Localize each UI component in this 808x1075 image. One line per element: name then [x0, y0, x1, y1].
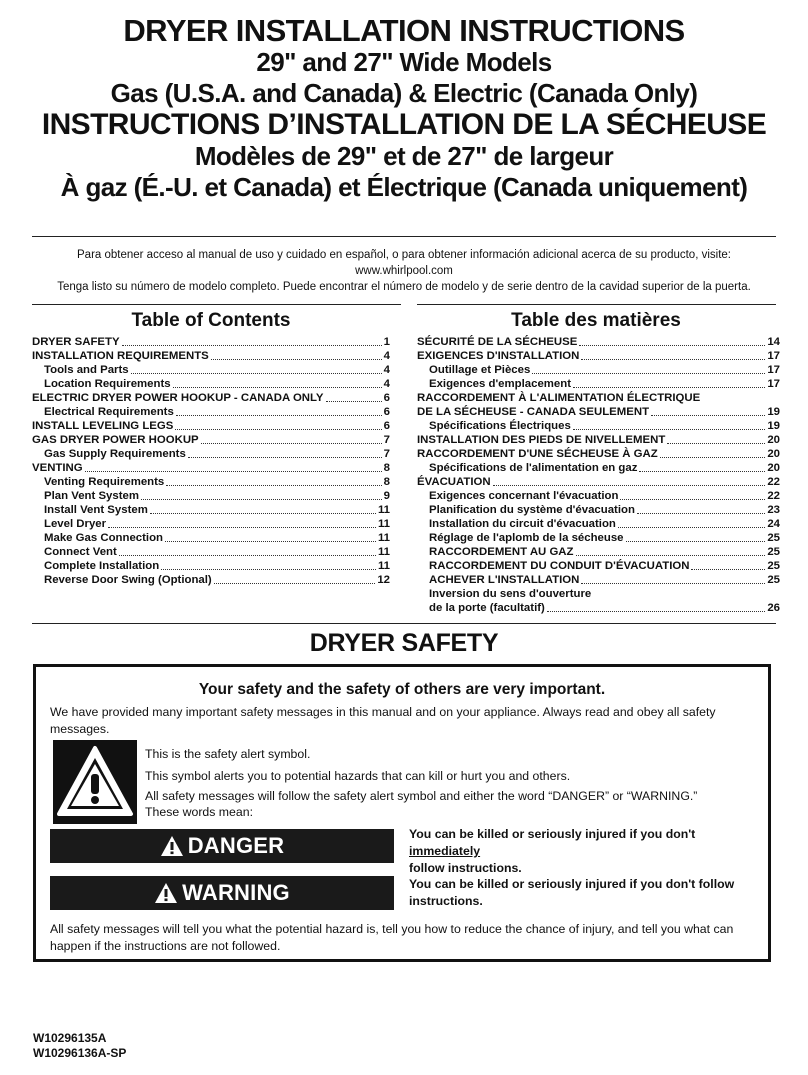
toc-entry[interactable] [417, 433, 780, 447]
toc-entry-page: 19 [767, 406, 780, 418]
toc-entry-page: 6 [383, 392, 390, 404]
toc-entry[interactable] [32, 405, 390, 419]
symbol-text: This is the safety alert symbol. [145, 747, 311, 761]
safety-box [33, 664, 771, 962]
toc-entry-page: 20 [767, 434, 780, 446]
toc-dot-leader [651, 415, 765, 416]
warning-label: WARNING [182, 880, 290, 905]
danger-signal [50, 829, 394, 863]
safety-footer: All safety messages will tell you what the potential hazard is, tell you how to reduce the chance of injury, and tell you what can happen if the instructions are not followed. [50, 922, 734, 953]
toc-entry-page: 11 [377, 504, 390, 516]
toc-entry-title: Make Gas Connection [44, 532, 163, 544]
toc-entry[interactable] [32, 335, 390, 349]
toc-dot-leader [166, 485, 381, 486]
toc-french-title: Table des matières [511, 310, 681, 331]
toc-dot-leader [85, 471, 382, 472]
toc-dot-leader [579, 345, 765, 346]
toc-entry-page: 17 [767, 350, 780, 362]
toc-dot-leader [141, 499, 382, 500]
warning-desc-text: instructions. [409, 894, 483, 908]
english-fuel-types: Gas (U.S.A. and Canada) & Electric (Canada Only) [110, 78, 698, 108]
spanish-note-line: Para obtener acceso al manual de uso y cuidado en español, o para obtener información adicional acerca de su producto, visite: [77, 249, 731, 261]
toc-dot-leader [547, 611, 766, 612]
toc-entry[interactable] [32, 531, 390, 545]
english-models: 29" and 27" Wide Models [256, 47, 552, 77]
toc-entry-title: ÉVACUATION [417, 476, 491, 488]
toc-dot-leader [573, 387, 765, 388]
danger-label: DANGER [187, 833, 285, 858]
toc-divider [417, 304, 776, 305]
toc-entry-title: GAS DRYER POWER HOOKUP [32, 434, 199, 446]
toc-entry[interactable] [417, 601, 780, 615]
toc-entry-title: de la porte (facultatif) [429, 602, 545, 614]
toc-entry-title: RACCORDEMENT D'UNE SÉCHEUSE À GAZ [417, 448, 658, 460]
toc-entry-title: Installation du circuit d'évacuation [429, 518, 616, 530]
toc-entry-page: 4 [383, 364, 390, 376]
document-header [0, 14, 808, 203]
toc-dot-leader [175, 429, 381, 430]
toc-entry-title: SÉCURITÉ DE LA SÉCHEUSE [417, 336, 578, 348]
toc-entry-page: 6 [383, 420, 390, 432]
toc-dot-leader [326, 401, 382, 402]
toc-french [417, 335, 780, 615]
danger-desc-text: follow instructions. [409, 861, 522, 875]
toc-dot-leader [176, 415, 382, 416]
toc-entry[interactable] [417, 363, 780, 377]
toc-entry-title: Planification du système d'évacuation [429, 504, 635, 516]
toc-entry[interactable] [417, 503, 780, 517]
toc-entry[interactable] [417, 573, 780, 587]
toc-dot-leader [108, 527, 376, 528]
toc-entry-page: 11 [377, 532, 390, 544]
toc-dot-leader [532, 373, 765, 374]
toc-entry-title: RACCORDEMENT À L'ALIMENTATION ÉLECTRIQUE [417, 392, 701, 404]
toc-entry-page: 25 [767, 560, 780, 572]
toc-entry-page: 11 [377, 546, 390, 558]
toc-entry[interactable] [32, 349, 390, 363]
danger-desc-text: You can be killed or seriously injured if you don't [409, 827, 696, 841]
symbol-text: These words mean: [145, 805, 253, 819]
toc-dot-leader [660, 457, 766, 458]
warning-signal [50, 876, 394, 910]
toc-dot-leader [581, 583, 765, 584]
toc-entry-title: Gas Supply Requirements [44, 448, 186, 460]
toc-entry-title: DRYER SAFETY [32, 336, 120, 348]
toc-entry-title: ACHEVER L'INSTALLATION [429, 574, 580, 586]
toc-entry-page: 20 [767, 462, 780, 474]
toc-entry[interactable] [417, 377, 780, 391]
toc-entry[interactable] [417, 335, 780, 349]
toc-entry[interactable] [32, 447, 390, 461]
toc-dot-leader [201, 443, 382, 444]
toc-entry-page: 7 [383, 448, 390, 460]
toc-entry[interactable] [417, 475, 780, 489]
part-number: W10296135A [33, 1031, 107, 1045]
safety-heading: Your safety and the safety of others are very important. [198, 681, 606, 698]
toc-entry-page: 14 [767, 336, 780, 348]
toc-entry-title: Exigences concernant l'évacuation [429, 490, 619, 502]
toc-entry-page: 26 [767, 602, 780, 614]
toc-entry-page: 8 [383, 476, 390, 488]
toc-entry-title: Connect Vent [44, 546, 117, 558]
french-models: Modèles de 29" et de 27" de largeur [194, 141, 614, 171]
toc-entry-title: RACCORDEMENT AU GAZ [429, 546, 574, 558]
toc-entry[interactable] [417, 391, 780, 405]
toc-entry-title: Réglage de l'aplomb de la sécheuse [429, 532, 624, 544]
safety-intro: We have provided many important safety messages in this manual and on your appliance. Always read and obey all safety messages. [50, 705, 716, 736]
warning-description [409, 876, 769, 910]
toc-dot-leader [576, 555, 766, 556]
toc-dot-leader [626, 541, 766, 542]
toc-entry-page: 19 [767, 420, 780, 432]
toc-dot-leader [620, 499, 765, 500]
toc-entry[interactable] [417, 587, 780, 601]
toc-entry-page: 25 [767, 574, 780, 586]
toc-dot-leader [211, 359, 382, 360]
divider [32, 236, 776, 237]
warning-desc-text: You can be killed or seriously injured if you don't follow [409, 877, 735, 891]
toc-entry-title: VENTING [32, 462, 83, 474]
toc-entry-page: 6 [383, 406, 390, 418]
toc-entry-page: 8 [383, 462, 390, 474]
toc-entry-title: Complete Installation [44, 560, 160, 572]
toc-entry[interactable] [417, 489, 780, 503]
toc-entry-page: 7 [383, 434, 390, 446]
toc-entry[interactable] [32, 517, 390, 531]
toc-entry[interactable] [417, 447, 780, 461]
toc-entry-title: Spécifications Électriques [429, 420, 571, 432]
toc-entry-page: 25 [767, 546, 780, 558]
danger-desc-emphasis: immediately [409, 844, 481, 858]
toc-entry-title: Electrical Requirements [44, 406, 174, 418]
toc-entry-page: 24 [767, 518, 780, 530]
toc-entry-page: 20 [767, 448, 780, 460]
website-link[interactable]: www.whirlpool.com [355, 265, 453, 277]
toc-entry-page: 17 [767, 364, 780, 376]
toc-dot-leader [667, 443, 765, 444]
toc-entry[interactable] [32, 489, 390, 503]
toc-entry-title: Exigences d'emplacement [429, 378, 571, 390]
alert-triangle-icon [154, 882, 178, 904]
toc-entry[interactable] [417, 517, 780, 531]
toc-entry[interactable] [32, 503, 390, 517]
toc-dot-leader [122, 345, 382, 346]
toc-entry-title: ELECTRIC DRYER POWER HOOKUP - CANADA ONLY [32, 392, 324, 404]
symbol-text: All safety messages will follow the safety alert symbol and either the word “DANGER” or “WARNING.” [145, 789, 698, 803]
toc-dot-leader [165, 541, 376, 542]
toc-dot-leader [131, 373, 382, 374]
toc-entry-title: Venting Requirements [44, 476, 165, 488]
toc-entry-title: RACCORDEMENT DU CONDUIT D'ÉVACUATION [429, 560, 690, 572]
toc-dot-leader [493, 485, 766, 486]
toc-entry[interactable] [417, 531, 780, 545]
toc-entry[interactable] [32, 363, 390, 377]
safety-alert-icon [53, 740, 137, 824]
part-number: W10296136A-SP [33, 1046, 127, 1060]
toc-dot-leader [161, 569, 376, 570]
toc-dot-leader [637, 513, 765, 514]
toc-entry-page: 12 [377, 574, 390, 586]
toc-entry[interactable] [32, 377, 390, 391]
toc-english-title: Table of Contents [131, 310, 291, 331]
toc-dot-leader [173, 387, 382, 388]
toc-entry-title: INSTALLATION REQUIREMENTS [32, 350, 209, 362]
french-title: INSTRUCTIONS D’INSTALLATION DE LA SÉCHEUSE [41, 108, 767, 141]
toc-dot-leader [150, 513, 376, 514]
toc-entry[interactable] [417, 419, 780, 433]
toc-entry-title: INSTALL LEVELING LEGS [32, 420, 174, 432]
toc-entry-page: 23 [767, 504, 780, 516]
toc-dot-leader [188, 457, 382, 458]
divider [32, 623, 776, 624]
toc-dot-leader [618, 527, 765, 528]
toc-entry[interactable] [32, 461, 390, 475]
toc-entry[interactable] [417, 545, 780, 559]
toc-entry-title: DE LA SÉCHEUSE - CANADA SEULEMENT [417, 406, 650, 418]
toc-entry-page: 4 [383, 350, 390, 362]
toc-entry[interactable] [32, 475, 390, 489]
toc-entry-page: 25 [767, 532, 780, 544]
toc-entry-page: 17 [767, 378, 780, 390]
toc-divider [32, 304, 401, 305]
dryer-safety-title: DRYER SAFETY [309, 629, 499, 657]
toc-entry[interactable] [417, 461, 780, 475]
french-fuel-types: À gaz (É.-U. et Canada) et Électrique (Canada uniquement) [60, 172, 748, 202]
toc-entry-page: 11 [377, 518, 390, 530]
toc-dot-leader [119, 555, 376, 556]
toc-entry-page: 22 [767, 490, 780, 502]
toc-entry[interactable] [32, 545, 390, 559]
toc-entry[interactable] [417, 559, 780, 573]
spanish-note [20, 247, 788, 295]
toc-entry-title: Plan Vent System [44, 490, 139, 502]
toc-entry[interactable] [32, 433, 390, 447]
toc-entry-title: INSTALLATION DES PIEDS DE NIVELLEMENT [417, 434, 666, 446]
toc-entry-title: Tools and Parts [44, 364, 129, 376]
toc-entry[interactable] [32, 573, 390, 587]
toc-entry-page: 22 [767, 476, 780, 488]
toc-entry-page: 11 [377, 560, 390, 572]
toc-entry[interactable] [32, 391, 390, 405]
toc-entry-page: 1 [383, 336, 390, 348]
toc-entry-title: Install Vent System [44, 504, 148, 516]
alert-triangle-icon [160, 835, 184, 857]
toc-entry-title: Inversion du sens d'ouverture [429, 588, 592, 600]
symbol-text: This symbol alerts you to potential hazards that can kill or hurt you and others. [145, 769, 571, 783]
toc-entry[interactable] [32, 419, 390, 433]
toc-entry-title: Outillage et Pièces [429, 364, 531, 376]
toc-english [32, 335, 390, 587]
spanish-note-line: Tenga listo su número de modelo completo. Puede encontrar el número de modelo y de serie dentro de la cavidad superior de la puerta. [57, 281, 751, 293]
toc-entry-title: Level Dryer [44, 518, 107, 530]
toc-entry-title: Reverse Door Swing (Optional) [44, 574, 212, 586]
toc-entry[interactable] [417, 349, 780, 363]
english-title: DRYER INSTALLATION INSTRUCTIONS [123, 13, 685, 48]
danger-description [409, 826, 769, 877]
toc-entry[interactable] [32, 559, 390, 573]
toc-dot-leader [639, 471, 765, 472]
toc-entry-title: Spécifications de l'alimentation en gaz [429, 462, 638, 474]
toc-dot-leader [581, 359, 765, 360]
toc-entry-page: 9 [383, 490, 390, 502]
toc-dot-leader [214, 583, 376, 584]
toc-entry-page: 4 [383, 378, 390, 390]
toc-entry-title: EXIGENCES D'INSTALLATION [417, 350, 580, 362]
toc-entry-title: Location Requirements [44, 378, 171, 390]
toc-dot-leader [691, 569, 765, 570]
toc-dot-leader [573, 429, 766, 430]
toc-entry[interactable] [417, 405, 780, 419]
